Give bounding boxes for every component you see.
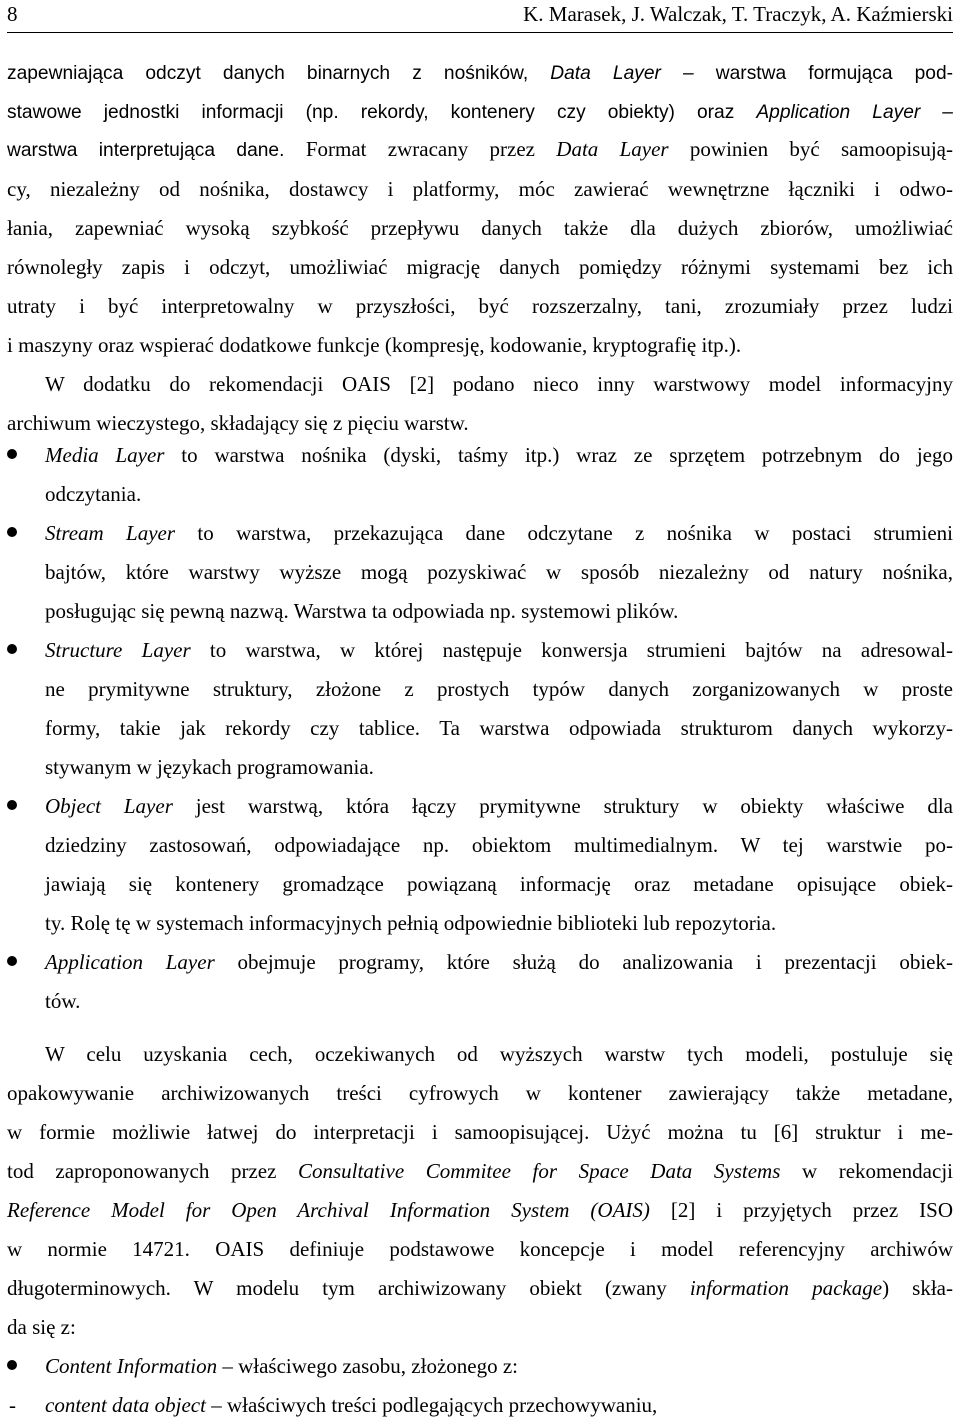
- bullet-dot: [7, 644, 17, 654]
- text-line: zapewniająca odczyt danych binarnych z nośników, Data Layer – warstwa formująca pod-: [7, 63, 954, 84]
- bullet-dot: [7, 1360, 17, 1370]
- page-number: 8: [7, 2, 18, 26]
- text-line: W celu uzyskania cech, oczekiwanych od wyższych warstw tych modeli, postuluje się: [45, 1042, 953, 1066]
- text-line: łania, zapewniać wysoką szybkość przepływu danych także dla dużych zbiorów, umożliwiać: [7, 216, 953, 240]
- text-line: ty. Rolę tę w systemach informacyjnych pełnią odpowiednie biblioteki lub repozytoria.: [45, 911, 777, 935]
- running-authors: K. Marasek, J. Walczak, T. Traczyk, A. Kaźmierski: [523, 2, 953, 26]
- text-line: posługując się pewną nazwą. Warstwa ta odpowiada np. systemowi plików.: [45, 599, 679, 623]
- text-line: opakowywanie archiwizowanych treści cyfrowych w kontener zawierający także metadane,: [7, 1081, 953, 1105]
- bullet-dot: [7, 800, 17, 810]
- text-line: utraty i być interpretowalny w przyszłości, być rozszerzalny, tani, zrozumiały przez ludzi: [7, 294, 953, 318]
- text-line: bajtów, które warstwy wyższe mogą pozyskiwać w sposób niezależny od natury nośnika,: [45, 560, 953, 584]
- text-line: W dodatku do rekomendacji OAIS [2] podano nieco inny warstwowy model informacyjny: [45, 372, 953, 396]
- list-item-content-information: Content Information – właściwego zasobu, złożonego z:: [45, 1354, 518, 1378]
- text-line: cy, niezależny od nośnika, dostawcy i platformy, móc zawierać wewnętrzne łączniki i odwo-: [7, 177, 953, 201]
- text-line: tod zaproponowanych przez Consultative Commitee for Space Data Systems w rekomendacji: [7, 1159, 953, 1183]
- text-line: stawowe jednostki informacji (np. rekordy, kontenery czy obiekty) oraz Application Layer –: [7, 102, 953, 123]
- text-line: Reference Model for Open Archival Information System (OAIS) [2] i przyjętych przez ISO: [7, 1198, 953, 1222]
- text-line: jawiają się kontenery gromadzące powiązaną informację oraz metadane opisujące obiek-: [45, 872, 953, 896]
- list-item-application-layer: Application Layer obejmuje programy, które służą do analizowania i prezentacji obiek-: [45, 950, 953, 974]
- sub-list-item-content-data-object: content data object – właściwych treści podlegających przechowywaniu,: [45, 1393, 658, 1417]
- text-line: warstwa interpretująca dane. Format zwracany przez Data Layer powinien być samoopisują-: [7, 137, 953, 161]
- bullet-dot: [7, 527, 17, 537]
- bullet-dot: [7, 449, 17, 459]
- text-line: równoległy zapis i odczyt, umożliwiać migrację danych pomiędzy różnymi systemami bez ich: [7, 255, 953, 279]
- text-line: ne prymitywne struktury, złożone z prostych typów danych zorganizowanych w proste: [45, 677, 953, 701]
- text-line: archiwum wieczystego, składający się z pięciu warstw.: [7, 411, 469, 435]
- text-line: w formie możliwie łatwej do interpretacji i samoopisującej. Użyć można tu [6] struktur i me-: [7, 1120, 953, 1144]
- text-line: i maszyny oraz wspierać dodatkowe funkcje (kompresję, kodowanie, kryptografię itp.).: [7, 333, 742, 357]
- text-line: da się z:: [7, 1315, 76, 1339]
- text-line: w normie 14721. OAIS definiuje podstawowe koncepcje i model referencyjny archiwów: [7, 1237, 953, 1261]
- text-line: odczytania.: [45, 482, 142, 506]
- list-item-object-layer: Object Layer jest warstwą, która łączy prymitywne struktury w obiekty właściwe dla: [45, 794, 953, 818]
- text-line: formy, takie jak rekordy czy tablice. Ta warstwa odpowiada strukturom danych wykorzy-: [45, 716, 953, 740]
- text-line: dziedziny zastosowań, odpowiadające np. obiektom multimedialnym. W tej warstwie po-: [45, 833, 953, 857]
- list-item-media-layer: Media Layer to warstwa nośnika (dyski, taśmy itp.) wraz ze sprzętem potrzebnym do jego: [45, 443, 953, 467]
- list-item-structure-layer: Structure Layer to warstwa, w której następuje konwersja strumieni bajtów na adresowal-: [45, 638, 953, 662]
- text-line: tów.: [45, 989, 81, 1013]
- dash-marker: -: [9, 1393, 16, 1417]
- text-line: stywanym w językach programowania.: [45, 755, 374, 779]
- bullet-dot: [7, 956, 17, 966]
- running-header: [7, 2, 953, 33]
- text-line: długoterminowych. W modelu tym archiwizowany obiekt (zwany information package) skła-: [7, 1276, 953, 1300]
- list-item-stream-layer: Stream Layer to warstwa, przekazująca dane odczytane z nośnika w postaci strumieni: [45, 521, 953, 545]
